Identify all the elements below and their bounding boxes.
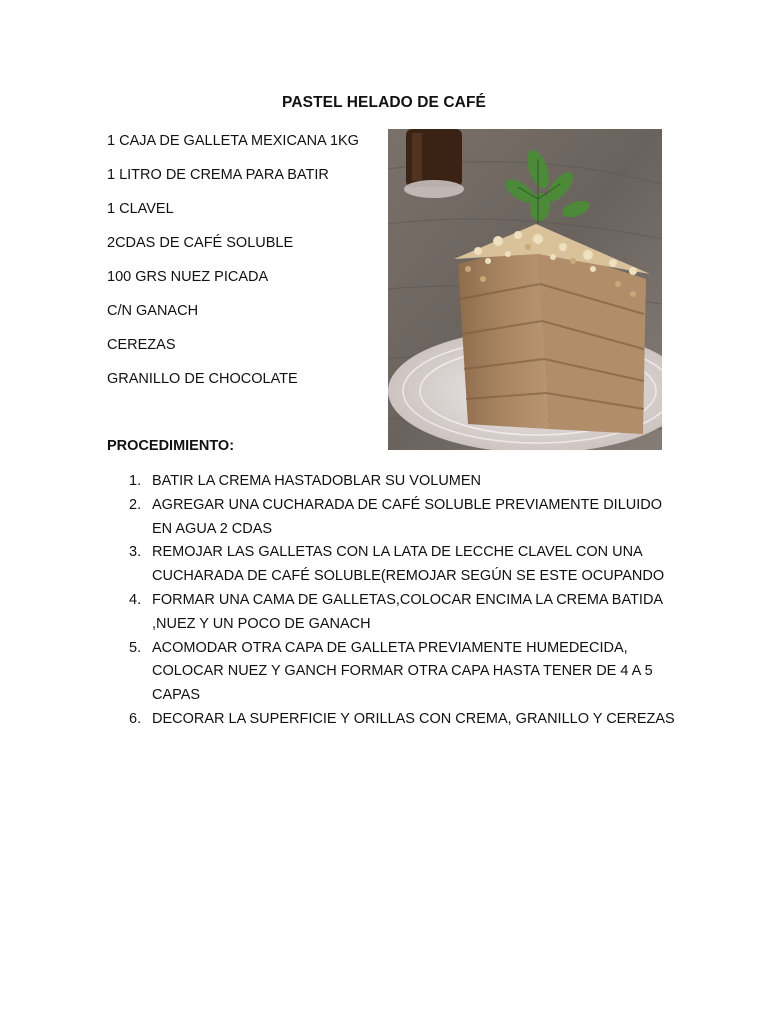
step-number: 1. (129, 473, 142, 489)
step-number: 6. (129, 710, 142, 727)
step-number: 2. (129, 496, 142, 513)
step-text: FORMAR UNA CAMA DE GALLETAS,COLOCAR ENCIMA LA CREMA BATIDA ,NUEZ Y UN POCO DE GANACH (152, 591, 663, 632)
ingredient-item: 2CDAS DE CAFÉ SOLUBLE (107, 235, 294, 251)
step-item (107, 470, 677, 494)
ingredient-item: C/N GANACH (107, 303, 199, 319)
ingredient-item: 100 GRS NUEZ PICADA (107, 269, 269, 285)
page-title: PASTEL HELADO DE CAFÉ (282, 94, 486, 111)
ingredient-list (107, 130, 359, 402)
ingredient-item: 1 CLAVEL (107, 201, 174, 217)
cake-photo (388, 129, 662, 450)
step-text: DECORAR LA SUPERFICIE Y ORILLAS CON CREMA, GRANILLO Y CEREZAS (152, 710, 675, 727)
procedure-heading: PROCEDIMIENTO: (107, 438, 235, 454)
step-number: 5. (129, 639, 142, 656)
step-item (107, 637, 677, 708)
step-number: 3. (129, 544, 142, 561)
step-number: 4. (129, 591, 142, 608)
step-item (107, 589, 677, 637)
ingredient-item: 1 CAJA DE GALLETA MEXICANA 1KG (107, 133, 359, 149)
ingredient-item: 1 LITRO DE CREMA PARA BATIR (107, 167, 329, 183)
step-text: BATIR LA CREMA HASTADOBLAR SU VOLUMEN (152, 473, 482, 489)
step-item (107, 708, 677, 732)
ingredient-item: CEREZAS (107, 337, 176, 353)
procedure-steps (107, 470, 677, 732)
step-text: ACOMODAR OTRA CAPA DE GALLETA PREVIAMENTE HUMEDECIDA, COLOCAR NUEZ Y GANCH FORMAR OTRA CAPA HASTA TENER DE 4 A 5 CAPAS (152, 639, 653, 704)
step-text: AGREGAR UNA CUCHARADA DE CAFÉ SOLUBLE PREVIAMENTE DILUIDO EN AGUA 2 CDAS (152, 496, 663, 537)
step-item (107, 494, 677, 542)
step-text: REMOJAR LAS GALLETAS CON LA LATA DE LECCHE CLAVEL CON UNA CUCHARADA DE CAFÉ SOLUBLE(REMOJAR SEGÚN SE ESTE OCUPANDO (152, 544, 665, 585)
step-item (107, 541, 677, 589)
ingredient-item: GRANILLO DE CHOCOLATE (107, 371, 298, 387)
